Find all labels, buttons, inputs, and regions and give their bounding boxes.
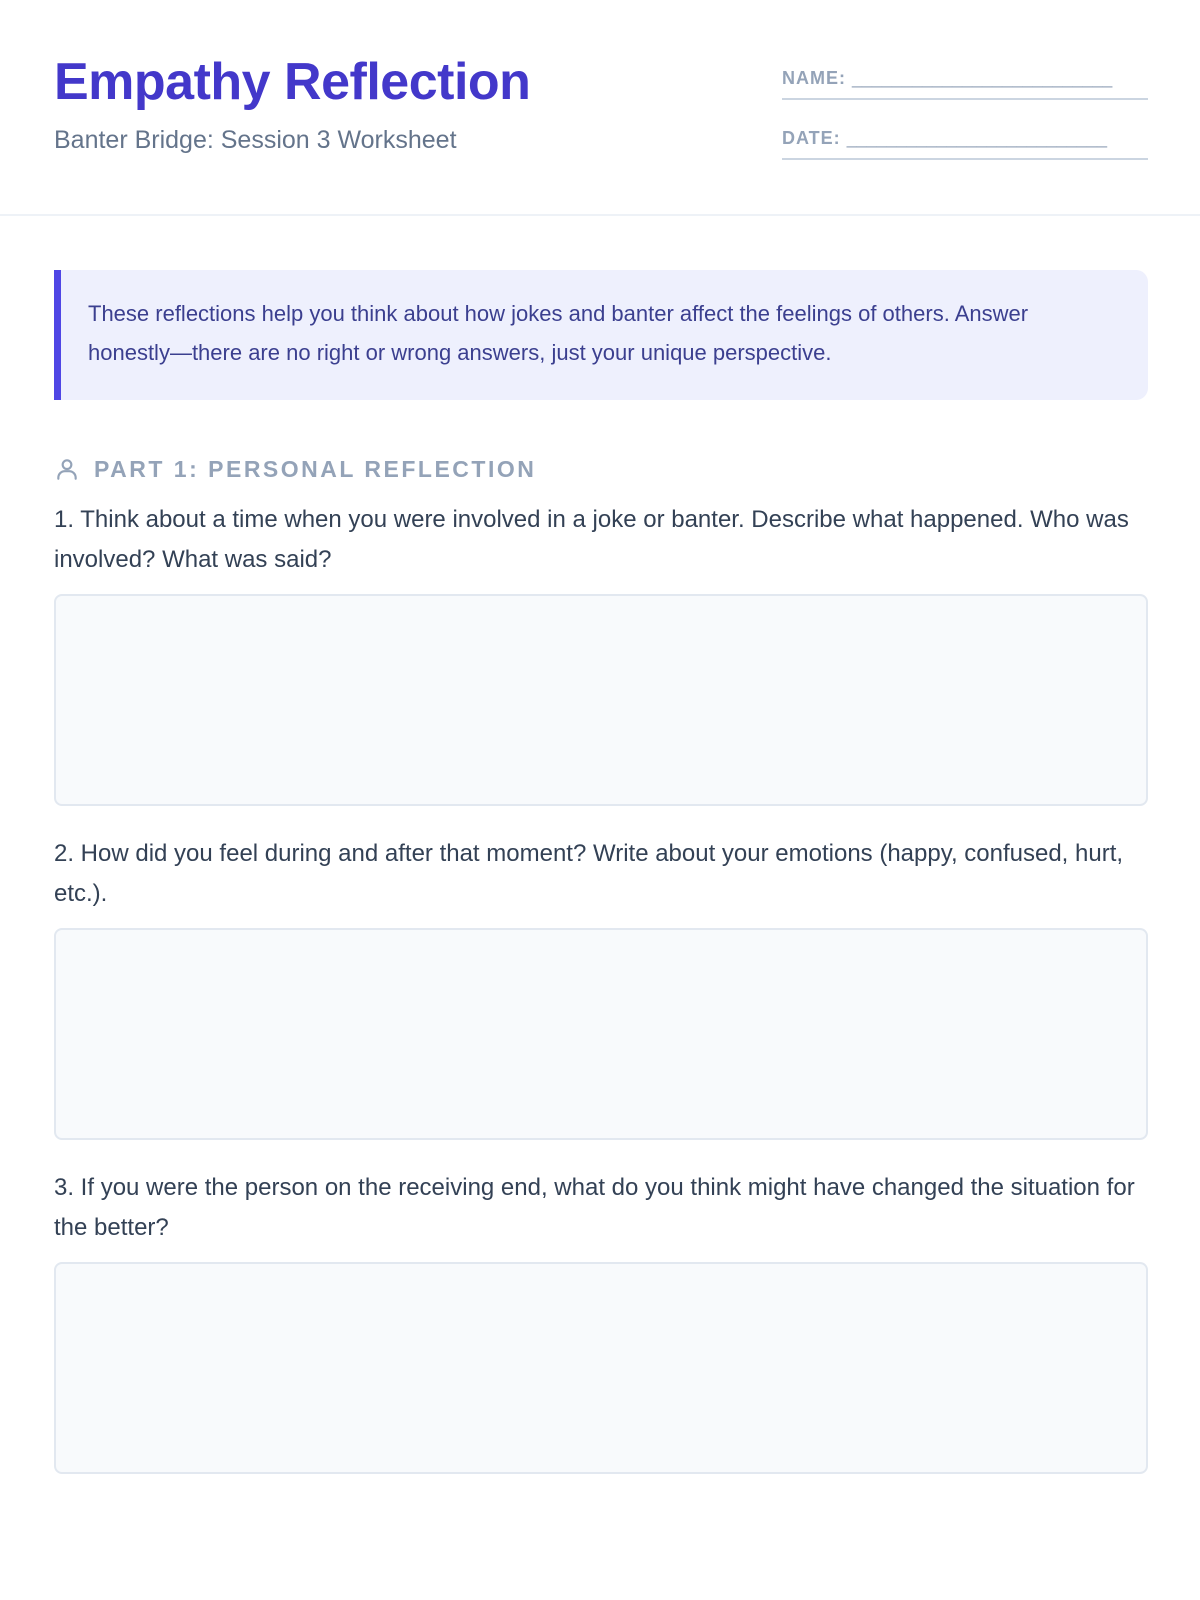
answer-box-2[interactable]: [54, 928, 1148, 1140]
intro-callout: [54, 270, 1148, 400]
section-label: PART 1: PERSONAL REFLECTION: [94, 455, 537, 482]
question-3: 3. If you were the person on the receiving end, what do you think might have changed the situation for the better?: [54, 1174, 1135, 1241]
answer-box-3[interactable]: [54, 1262, 1148, 1474]
date-line: __________________________: [846, 128, 1107, 148]
date-label: DATE:: [782, 128, 841, 148]
date-field[interactable]: [782, 120, 1148, 160]
page-title: Empathy Reflection: [54, 53, 531, 111]
section-header: [54, 452, 536, 486]
name-label: NAME:: [782, 68, 846, 88]
question-1: 1. Think about a time when you were involved in a joke or banter. Describe what happened. Who was involved? What was said?: [54, 506, 1129, 573]
answer-box-1[interactable]: [54, 594, 1148, 806]
intro-text: These reflections help you think about how jokes and banter affect the feelings of others. Answer honestly—there are no right or wrong answers, just your unique perspective.: [88, 301, 1029, 365]
worksheet-header: [0, 0, 1200, 216]
question-2: 2. How did you feel during and after that moment? Write about your emotions (happy, confused, hurt, etc.).: [54, 840, 1124, 907]
user-icon: [54, 456, 80, 482]
name-line: __________________________: [852, 68, 1113, 88]
page-subtitle: Banter Bridge: Session 3 Worksheet: [54, 126, 457, 154]
name-field[interactable]: [782, 60, 1148, 100]
